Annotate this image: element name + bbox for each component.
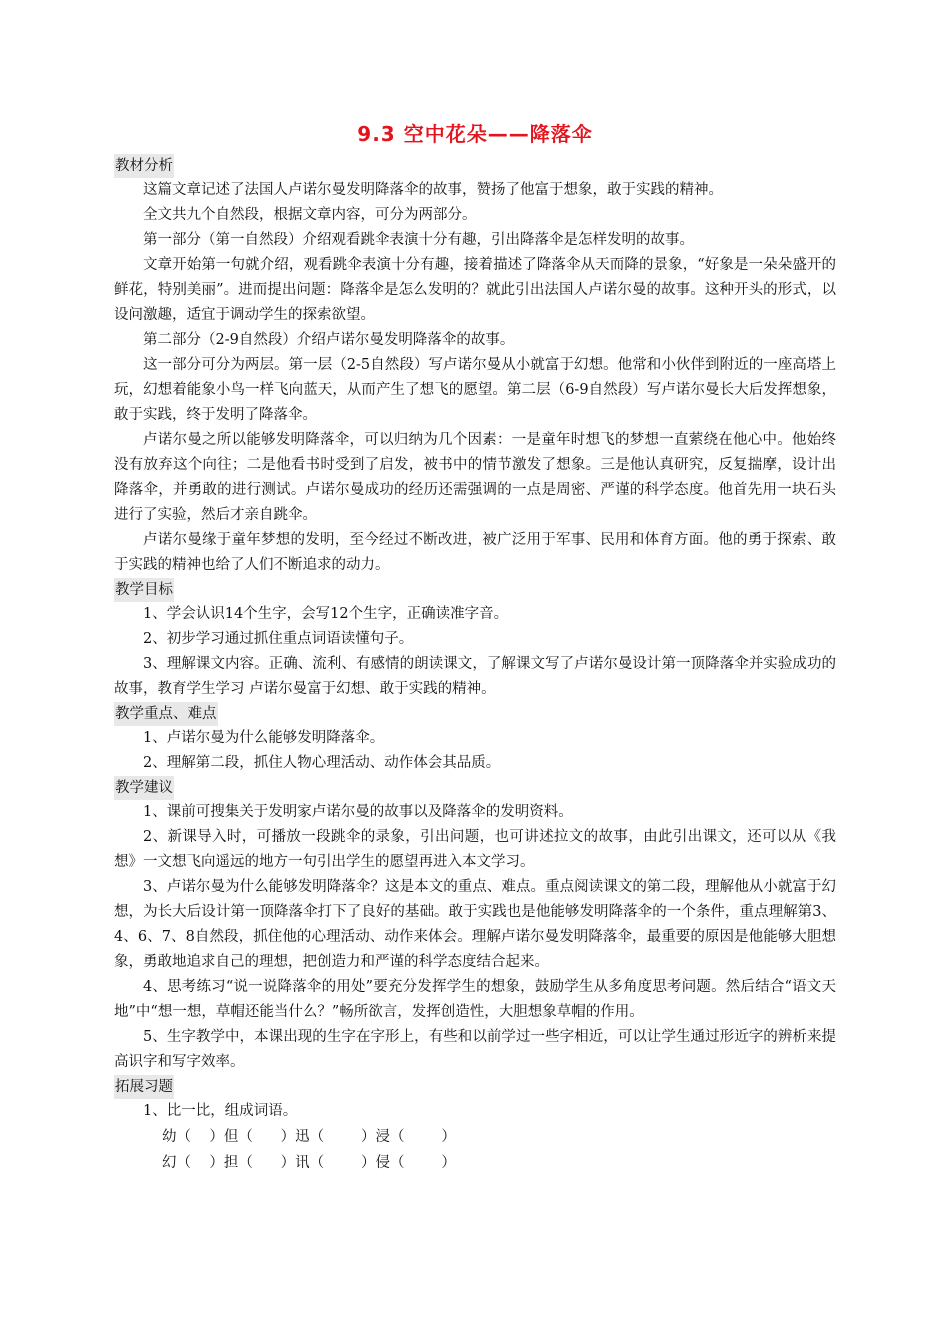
list-item: 2、新课导入时，可播放一段跳伞的录象，引出问题，也可讲述拉文的故事，由此引出课文，还可以从《我想》一文想飞向遥远的地方一句引出学生的愿望再进入本文学习。 — [114, 829, 836, 870]
paragraph: 第一部分（第一自然段）介绍观看跳伞表演十分有趣，引出降落伞是怎样发明的故事。 — [143, 232, 694, 248]
section-exercises — [114, 1075, 836, 1176]
section-heading-exercises: 拓展习题 — [114, 1075, 174, 1099]
list-item: 5、生字教学中，本课出现的生字在字形上，有些和以前学过一些字相近，可以让学生通过形近字的辨析来提高识字和写字效率。 — [114, 1029, 836, 1070]
exercise-row: 幼（ ）但（ ）迅（ ）浸（ ） — [162, 1129, 456, 1145]
list-item: 1、卢诺尔曼为什么能够发明降落伞。 — [143, 730, 385, 746]
paragraph: 第二部分（2-9自然段）介绍卢诺尔曼发明降落伞的故事。 — [143, 332, 515, 348]
paragraph: 这篇文章记述了法国人卢诺尔曼发明降落伞的故事，赞扬了他富于想象，敢于实践的精神。 — [143, 182, 723, 198]
section-goals — [114, 578, 836, 702]
list-item: 1、课前可搜集关于发明家卢诺尔曼的故事以及降落伞的发明资料。 — [143, 804, 573, 820]
section-suggestions — [114, 776, 836, 1075]
section-heading-analysis: 教材分析 — [114, 154, 174, 178]
list-item: 4、思考练习“说一说降落伞的用处”要充分发挥学生的想象，鼓励学生从多角度思考问题。然后结合“语文天地”中“想一想，草帽还能当什么？”畅所欲言，发挥创造性，大胆想象草帽的作用。 — [114, 979, 836, 1020]
paragraph: 卢诺尔曼之所以能够发明降落伞，可以归纳为几个因素：一是童年时想飞的梦想一直萦绕在他心中。他始终没有放弃这个向往；二是他看书时受到了启发，被书中的情节激发了想象。三是他认真研究，反复揣摩，设计出降落伞，并勇敢的进行测试。卢诺尔曼成功的经历还需强调的一点是周密、严谨的科学态度。他首先用一块石头进行了实验，然后才亲自跳伞。 — [114, 432, 836, 523]
exercise-row: 幻（ ）担（ ）讯（ ）侵（ ） — [162, 1155, 456, 1171]
list-item: 3、理解课文内容。正确、流利、有感情的朗读课文，了解课文写了卢诺尔曼设计第一顶降落伞并实验成功的故事，教育学生学习 卢诺尔曼富于幻想、敢于实践的精神。 — [114, 656, 836, 697]
document-title: 9.3 空中花朵——降落伞 — [357, 122, 593, 146]
section-heading-suggestions: 教学建议 — [114, 776, 174, 800]
exercise-prompt: 1、比一比，组成词语。 — [143, 1103, 298, 1119]
list-item: 1、学会认识14个生字，会写12个生字，正确读准字音。 — [143, 606, 509, 622]
section-heading-goals: 教学目标 — [114, 578, 174, 602]
paragraph: 这一部分可分为两层。第一层（2-5自然段）写卢诺尔曼从小就富于幻想。他常和小伙伴到附近的一座高塔上玩，幻想着能象小鸟一样飞向蓝天，从而产生了想飞的愿望。第二层（6-9自然段）写卢诺尔曼长大后发挥想象，敢于实践，终于发明了降落伞。 — [114, 357, 836, 423]
section-heading-key-points: 教学重点、难点 — [114, 702, 218, 726]
list-item: 2、理解第二段，抓住人物心理活动、动作体会其品质。 — [143, 755, 501, 771]
paragraph: 卢诺尔曼缘于童年梦想的发明，至今经过不断改进，被广泛用于军事、民用和体育方面。他的勇于探索、敢于实践的精神也给了人们不断追求的动力。 — [114, 532, 836, 573]
section-key-points — [114, 702, 836, 776]
document-page — [114, 118, 836, 1176]
paragraph: 文章开始第一句就介绍，观看跳伞表演十分有趣，接着描述了降落伞从天而降的景象，“好象是一朵朵盛开的鲜花，特别美丽”。进而提出问题：降落伞是怎么发明的？就此引出法国人卢诺尔曼的故事。这种开头的形式，以设问激趣，适宜于调动学生的探索欲望。 — [114, 257, 836, 323]
paragraph: 全文共九个自然段，根据文章内容，可分为两部分。 — [143, 207, 477, 223]
list-item: 2、初步学习通过抓住重点词语读懂句子。 — [143, 631, 414, 647]
section-analysis — [114, 154, 836, 578]
list-item: 3、卢诺尔曼为什么能够发明降落伞？这是本文的重点、难点。重点阅读课文的第二段，理解他从小就富于幻想，为长大后设计第一顶降落伞打下了良好的基础。敢于实践也是他能够发明降落伞的一个条件，重点理解第3、4、6、7、8自然段，抓住他的心理活动、动作来体会。理解卢诺尔曼发明降落伞，最重要的原因是他能够大胆想象，勇敢地追求自己的理想，把创造力和严谨的科学态度结合起来。 — [114, 879, 836, 970]
